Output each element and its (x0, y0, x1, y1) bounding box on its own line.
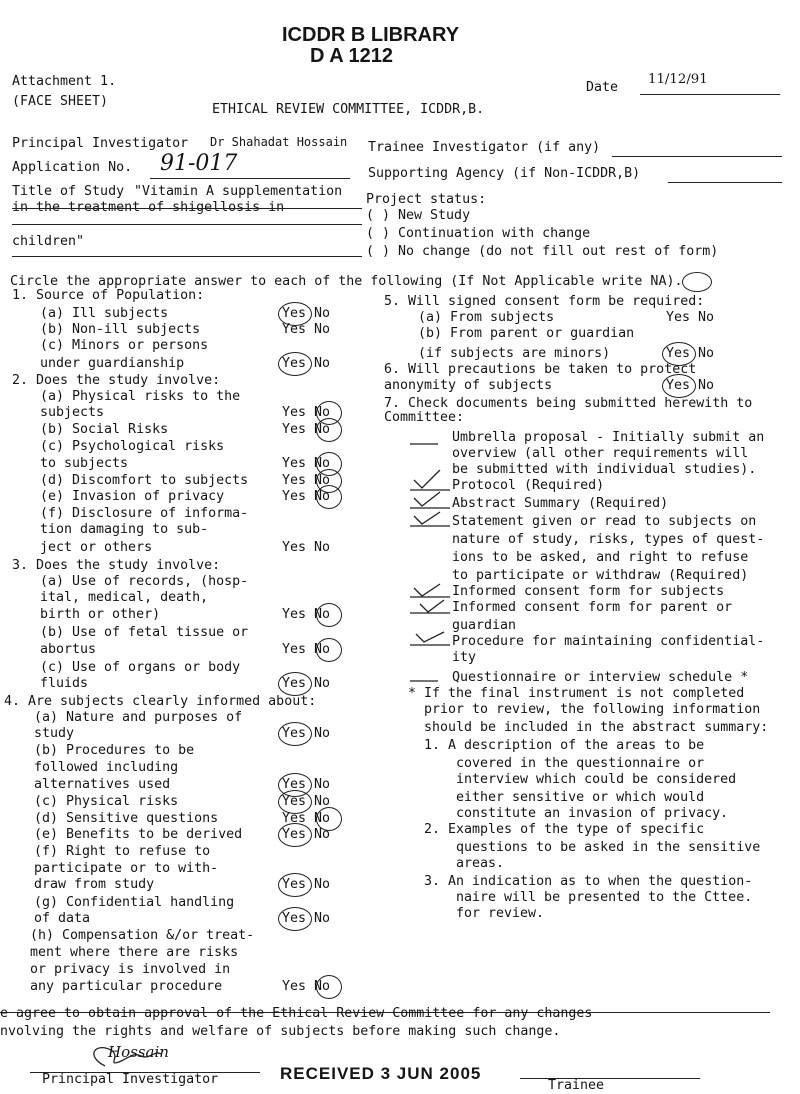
right-question-line: prior to review, the following information (424, 702, 761, 717)
answer-circle (278, 672, 312, 696)
left-question-line: (g) Confidential handling (34, 895, 235, 910)
date-value: 11/12/91 (648, 72, 708, 87)
right-question-line: Informed consent form for subjects (452, 584, 725, 599)
right-question-line: Statement given or read to subjects on (452, 514, 757, 529)
answer-circle (278, 823, 312, 847)
status-continuation[interactable]: ( ) Continuation with change (366, 226, 591, 241)
right-question-line: Questionnaire or interview schedule * (452, 670, 749, 685)
yes-no-answer[interactable]: Yes No (282, 726, 331, 741)
yes-no-answer[interactable]: Yes No (282, 642, 331, 657)
left-question-line: of data (34, 911, 91, 926)
left-question-line: any particular procedure (30, 979, 223, 994)
right-question-line: (if subjects are minors) (418, 346, 611, 361)
right-question-line: interview which could be considered (456, 772, 737, 787)
left-question-line: fluids (40, 676, 89, 691)
status-new-study[interactable]: ( ) New Study (366, 208, 471, 223)
right-question-line: (a) From subjects (418, 310, 555, 325)
left-question-line: birth or other) (40, 607, 161, 622)
date-line (640, 94, 780, 95)
yes-no-answer[interactable]: Yes No (282, 356, 331, 371)
left-question-line: (a) Nature and purposes of (34, 710, 243, 725)
right-question-line: covered in the questionnaire or (456, 756, 705, 771)
right-question-line: either sensitive or which would (456, 790, 705, 805)
left-question-line: (f) Disclosure of informa- (40, 506, 249, 521)
pi-signature: Hossain (108, 1043, 169, 1061)
right-question-line: * If the final instrument is not completed (408, 686, 745, 701)
answer-circle (278, 907, 312, 931)
na-circle (682, 272, 712, 292)
right-question-line: guardian (452, 618, 517, 633)
committee-title: ETHICAL REVIEW COMMITTEE, ICDDR,B. (212, 102, 485, 117)
left-question-line: subjects (40, 405, 105, 420)
title-line-2 (12, 224, 362, 225)
date-label: Date (586, 80, 619, 95)
right-question-line: be submitted with individual studies). (452, 462, 757, 477)
study-title-line3: children" (12, 234, 85, 249)
left-question-line: (a) Use of records, (hosp- (40, 574, 249, 589)
right-question-line: 6. Will precautions be taken to protect (384, 362, 697, 377)
answer-circle (316, 638, 342, 662)
yes-no-answer[interactable]: Yes No (282, 405, 331, 420)
right-question-line: to participate or withdraw (Required) (452, 568, 749, 583)
pi-signature-label: Principal Investigator (42, 1072, 219, 1087)
left-question-line: (b) Procedures to be (34, 743, 195, 758)
left-question-line: 4. Are subjects clearly informed about: (4, 694, 317, 709)
left-question-line: under guardianship (40, 356, 185, 371)
left-question-line: (a) Physical risks to the (40, 389, 241, 404)
right-question-line: Procedure for maintaining confidential- (452, 634, 765, 649)
yes-no-answer[interactable]: Yes No (282, 777, 331, 792)
right-question-line: Abstract Summary (Required) (452, 496, 669, 511)
library-stamp: ICDDR B LIBRARY (282, 24, 460, 46)
agency-line (668, 182, 782, 183)
right-question-line: 1. A description of the areas to be (424, 738, 705, 753)
right-question-line: Umbrella proposal - Initially submit an (452, 430, 765, 445)
yes-no-answer[interactable]: Yes No (282, 456, 331, 471)
instructions: Circle the appropriate answer to each of the following (If Not Applicable write NA). (10, 274, 683, 289)
left-question-line: (d) Sensitive questions (34, 811, 219, 826)
yes-no-answer[interactable]: Yes No (282, 877, 331, 892)
left-question-line: (e) Invasion of privacy (40, 489, 225, 504)
yes-no-answer[interactable]: Yes No (282, 811, 331, 826)
right-question-line: (b) From parent or guardian (418, 326, 635, 341)
right-question-line: Protocol (Required) (452, 478, 605, 493)
yes-no-answer[interactable]: Yes No (282, 422, 331, 437)
face-sheet-label: (FACE SHEET) (12, 94, 109, 109)
yes-no-answer[interactable]: Yes No (282, 489, 331, 504)
left-question-line: ject or others (40, 540, 153, 555)
right-question-line: areas. (456, 856, 505, 871)
yes-no-answer[interactable]: Yes No (282, 827, 331, 842)
right-question-line: nature of study, risks, types of quest- (452, 532, 765, 547)
received-stamp: RECEIVED 3 JUN 2005 (280, 1064, 482, 1083)
right-question-line: 2. Examples of the type of specific (424, 822, 705, 837)
pi-value: Dr Shahadat Hossain (210, 135, 348, 149)
answer-circle (316, 603, 342, 627)
title-line-3 (12, 256, 362, 257)
application-label: Application No. (12, 160, 133, 175)
right-question-line: Committee: (384, 410, 465, 425)
pi-label: Principal Investigator (12, 136, 189, 151)
yes-no-answer[interactable]: Yes No (282, 676, 331, 691)
answer-circle (278, 873, 312, 897)
right-question-line: 5. Will signed consent form be required: (384, 294, 705, 309)
right-question-line: Informed consent form for parent or (452, 600, 733, 615)
study-title-label: Title of Study (12, 184, 125, 199)
right-question-line: 3. An indication as to when the question- (424, 874, 753, 889)
yes-no-answer[interactable]: Yes No (282, 911, 331, 926)
left-question-line: alternatives used (34, 777, 171, 792)
agency-label: Supporting Agency (if Non-ICDDR,B) (368, 166, 641, 181)
right-question-line: for review. (456, 906, 545, 921)
left-question-line: (b) Use of fetal tissue or (40, 625, 249, 640)
right-question-line: ity (452, 650, 477, 665)
yes-no-answer[interactable]: Yes No (282, 979, 331, 994)
yes-no-answer[interactable]: Yes No (666, 346, 715, 361)
answer-circle (278, 722, 312, 746)
study-title-line1: "Vitamin A supplementation (134, 184, 343, 199)
yes-no-answer[interactable]: Yes No (666, 378, 715, 393)
left-question-line: 3. Does the study involve: (12, 558, 221, 573)
left-question-line: (e) Benefits to be derived (34, 827, 243, 842)
right-question-line: questions to be asked in the sensitive (456, 840, 761, 855)
title-line-1 (12, 208, 362, 209)
left-question-line: or privacy is involved in (30, 962, 231, 977)
left-question-line: participate or to with- (34, 861, 219, 876)
answer-circle (316, 485, 342, 509)
project-status-label: Project status: (366, 192, 487, 207)
left-question-line: (c) Psychological risks (40, 439, 225, 454)
right-question-line: naire will be presented to the Cttee. (456, 890, 753, 905)
left-question-line: 1. Source of Population: (12, 288, 205, 303)
right-question-line: anonymity of subjects (384, 378, 553, 393)
yes-no-answer[interactable]: Yes No (282, 607, 331, 622)
left-question-line: (a) Ill subjects (40, 306, 169, 321)
left-question-line: abortus (40, 642, 97, 657)
left-question-line: (c) Physical risks (34, 794, 179, 809)
answer-circle (316, 418, 342, 442)
application-value: 91-017 (160, 151, 238, 176)
yes-no-answer[interactable]: Yes No (666, 310, 715, 325)
left-question-line: draw from study (34, 877, 155, 892)
left-question-line: (f) Right to refuse to (34, 844, 211, 859)
agreement-line2: nvolving the rights and welfare of subjects before making such change. (0, 1024, 561, 1039)
yes-no-answer[interactable]: Yes No (282, 794, 331, 809)
attachment-label: Attachment 1. (12, 74, 117, 89)
yes-no-answer[interactable]: Yes No (282, 540, 331, 555)
status-no-change[interactable]: ( ) No change (do not fill out rest of form) (366, 244, 719, 259)
trainee-line (612, 156, 782, 157)
application-line (150, 178, 350, 179)
left-question-line: (d) Discomfort to subjects (40, 473, 249, 488)
agreement-line1: e agree to obtain approval of the Ethical Review Committee for any changes (0, 1006, 593, 1021)
left-question-line: followed including (34, 760, 179, 775)
answer-circle (662, 374, 696, 398)
yes-no-answer[interactable]: Yes No (282, 322, 331, 337)
left-question-line: 2. Does the study involve: (12, 373, 221, 388)
right-question-line: should be included in the abstract summary: (424, 720, 769, 735)
study-title-line2: in the treatment of shigellosis in (12, 200, 285, 215)
trainee-signature-line (520, 1078, 700, 1079)
left-question-line: ment where there are risks (30, 945, 239, 960)
yes-no-answer[interactable]: Yes No (282, 306, 331, 321)
trainee-label: Trainee Investigator (if any) (368, 140, 601, 155)
right-question-line: 7. Check documents being submitted herewith to (384, 396, 753, 411)
right-question-line: overview (all other requirements will (452, 446, 749, 461)
right-question-line: constitute an invasion of privacy. (456, 806, 729, 821)
left-question-line: ital, medical, death, (40, 590, 209, 605)
left-question-line: (b) Non-ill subjects (40, 322, 201, 337)
answer-circle (278, 352, 312, 376)
trainee-signature-label: Trainee (548, 1078, 605, 1093)
left-question-line: tion damaging to sub- (40, 522, 209, 537)
left-question-line: (c) Use of organs or body (40, 660, 241, 675)
left-question-line: study (34, 726, 75, 741)
left-question-line: (b) Social Risks (40, 422, 169, 437)
library-stamp-code: D A 1212 (310, 45, 394, 67)
left-question-line: (h) Compensation &/or treat- (30, 928, 255, 943)
left-question-line: (c) Minors or persons (40, 338, 209, 353)
right-question-line: ions to be asked, and right to refuse (452, 550, 749, 565)
answer-circle (316, 975, 342, 999)
yes-no-answer[interactable]: Yes No (282, 473, 331, 488)
left-question-line: to subjects (40, 456, 129, 471)
